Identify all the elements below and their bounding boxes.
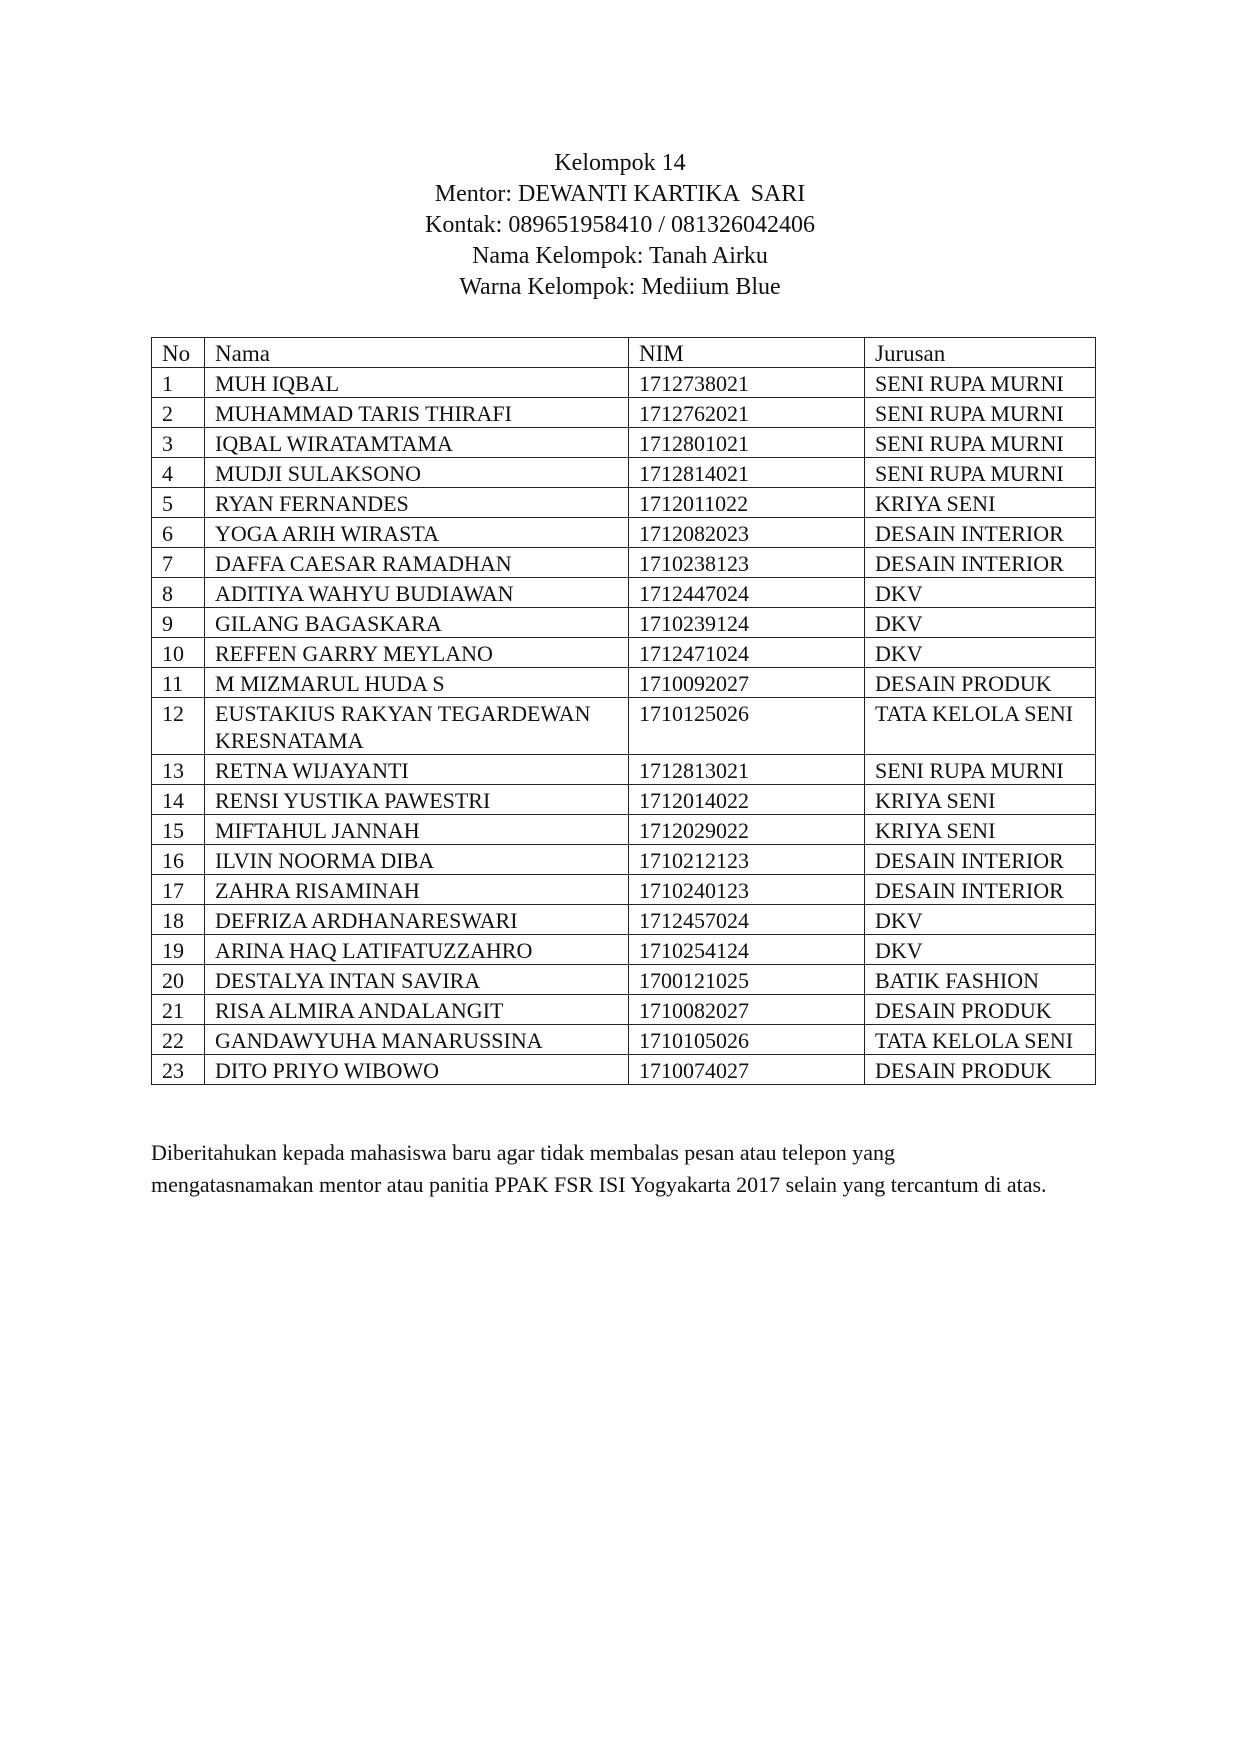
document-header bbox=[0, 148, 1240, 303]
cell-nama: RETNA WIJAYANTI bbox=[205, 755, 629, 785]
cell-nim: 1710239124 bbox=[629, 608, 865, 638]
cell-nama: MUH IQBAL bbox=[205, 368, 629, 398]
mentor-line: Mentor: DEWANTI KARTIKA SARI bbox=[434, 181, 806, 207]
cell-nama: YOGA ARIH WIRASTA bbox=[205, 518, 629, 548]
cell-nama: ARINA HAQ LATIFATUZZAHRO bbox=[205, 935, 629, 965]
cell-no: 13 bbox=[152, 755, 205, 785]
cell-no: 15 bbox=[152, 815, 205, 845]
cell-jurusan: TATA KELOLA SENI bbox=[865, 1025, 1096, 1055]
table-body bbox=[152, 368, 1096, 1085]
cell-nim: 1712814021 bbox=[629, 458, 865, 488]
table-row bbox=[152, 995, 1096, 1025]
table-row bbox=[152, 698, 1096, 755]
cell-nim: 1712014022 bbox=[629, 785, 865, 815]
cell-jurusan: KRIYA SENI bbox=[865, 488, 1096, 518]
cell-nama: RENSI YUSTIKA PAWESTRI bbox=[205, 785, 629, 815]
cell-no: 20 bbox=[152, 965, 205, 995]
cell-jurusan: DKV bbox=[865, 905, 1096, 935]
cell-nim: 1712762021 bbox=[629, 398, 865, 428]
contact-line: Kontak: 089651958410 / 081326042406 bbox=[425, 212, 815, 238]
table-row bbox=[152, 668, 1096, 698]
header-nama: Nama bbox=[205, 338, 629, 368]
cell-jurusan: KRIYA SENI bbox=[865, 785, 1096, 815]
table-row bbox=[152, 608, 1096, 638]
cell-nim: 1700121025 bbox=[629, 965, 865, 995]
cell-nim: 1710240123 bbox=[629, 875, 865, 905]
table-row bbox=[152, 965, 1096, 995]
cell-nama: REFFEN GARRY MEYLANO bbox=[205, 638, 629, 668]
cell-no: 2 bbox=[152, 398, 205, 428]
cell-jurusan: SENI RUPA MURNI bbox=[865, 368, 1096, 398]
table-row bbox=[152, 428, 1096, 458]
cell-jurusan: SENI RUPA MURNI bbox=[865, 458, 1096, 488]
cell-nim: 1710105026 bbox=[629, 1025, 865, 1055]
cell-nama: GILANG BAGASKARA bbox=[205, 608, 629, 638]
table-row bbox=[152, 785, 1096, 815]
cell-jurusan: SENI RUPA MURNI bbox=[865, 398, 1096, 428]
cell-nim: 1710092027 bbox=[629, 668, 865, 698]
cell-nim: 1712738021 bbox=[629, 368, 865, 398]
cell-no: 1 bbox=[152, 368, 205, 398]
cell-no: 19 bbox=[152, 935, 205, 965]
cell-no: 3 bbox=[152, 428, 205, 458]
cell-jurusan: DESAIN INTERIOR bbox=[865, 875, 1096, 905]
cell-jurusan: BATIK FASHION bbox=[865, 965, 1096, 995]
cell-no: 6 bbox=[152, 518, 205, 548]
cell-nim: 1712447024 bbox=[629, 578, 865, 608]
cell-jurusan: DKV bbox=[865, 608, 1096, 638]
cell-nama: GANDAWYUHA MANARUSSINA bbox=[205, 1025, 629, 1055]
cell-jurusan: SENI RUPA MURNI bbox=[865, 428, 1096, 458]
table-row bbox=[152, 1025, 1096, 1055]
cell-jurusan: DESAIN PRODUK bbox=[865, 1055, 1096, 1085]
table-row bbox=[152, 578, 1096, 608]
cell-jurusan: SENI RUPA MURNI bbox=[865, 755, 1096, 785]
cell-no: 23 bbox=[152, 1055, 205, 1085]
cell-nama: ZAHRA RISAMINAH bbox=[205, 875, 629, 905]
table-row bbox=[152, 458, 1096, 488]
cell-nim: 1712471024 bbox=[629, 638, 865, 668]
cell-no: 4 bbox=[152, 458, 205, 488]
group-color-line: Warna Kelompok: Mediium Blue bbox=[459, 274, 781, 300]
cell-no: 16 bbox=[152, 845, 205, 875]
cell-nama: EUSTAKIUS RAKYAN TEGARDEWAN KRESNATAMA bbox=[205, 698, 629, 755]
cell-jurusan: DKV bbox=[865, 578, 1096, 608]
table-row bbox=[152, 398, 1096, 428]
cell-nama: MUDJI SULAKSONO bbox=[205, 458, 629, 488]
cell-nama: MUHAMMAD TARIS THIRAFI bbox=[205, 398, 629, 428]
cell-nim: 1710074027 bbox=[629, 1055, 865, 1085]
table-row bbox=[152, 548, 1096, 578]
table-row bbox=[152, 905, 1096, 935]
cell-jurusan: TATA KELOLA SENI bbox=[865, 698, 1096, 755]
cell-nim: 1710125026 bbox=[629, 698, 865, 755]
header-jurusan: Jurusan bbox=[865, 338, 1096, 368]
cell-no: 8 bbox=[152, 578, 205, 608]
cell-no: 18 bbox=[152, 905, 205, 935]
table-row bbox=[152, 638, 1096, 668]
table-row bbox=[152, 815, 1096, 845]
cell-nama: DAFFA CAESAR RAMADHAN bbox=[205, 548, 629, 578]
cell-nama: DITO PRIYO WIBOWO bbox=[205, 1055, 629, 1085]
cell-nama: M MIZMARUL HUDA S bbox=[205, 668, 629, 698]
cell-no: 12 bbox=[152, 698, 205, 755]
notice-paragraph: Diberitahukan kepada mahasiswa baru agar tidak membalas pesan atau telepon yang mengatasnamakan mentor atau panitia PPAK FSR ISI Yogyakarta 2017 selain yang tercantum di atas. bbox=[151, 1140, 1047, 1197]
cell-nama: DESTALYA INTAN SAVIRA bbox=[205, 965, 629, 995]
cell-no: 11 bbox=[152, 668, 205, 698]
cell-nim: 1710082027 bbox=[629, 995, 865, 1025]
cell-nim: 1710254124 bbox=[629, 935, 865, 965]
cell-nim: 1712801021 bbox=[629, 428, 865, 458]
group-name-line: Nama Kelompok: Tanah Airku bbox=[472, 243, 768, 269]
cell-nim: 1712029022 bbox=[629, 815, 865, 845]
table-row bbox=[152, 875, 1096, 905]
cell-nim: 1712011022 bbox=[629, 488, 865, 518]
table-row bbox=[152, 845, 1096, 875]
cell-jurusan: DESAIN INTERIOR bbox=[865, 845, 1096, 875]
cell-jurusan: DKV bbox=[865, 638, 1096, 668]
cell-nama: IQBAL WIRATAMTAMA bbox=[205, 428, 629, 458]
group-number: Kelompok 14 bbox=[554, 150, 686, 176]
cell-nama: MIFTAHUL JANNAH bbox=[205, 815, 629, 845]
cell-nim: 1710238123 bbox=[629, 548, 865, 578]
cell-no: 9 bbox=[152, 608, 205, 638]
cell-jurusan: DESAIN INTERIOR bbox=[865, 548, 1096, 578]
header-nim: NIM bbox=[629, 338, 865, 368]
cell-no: 10 bbox=[152, 638, 205, 668]
cell-jurusan: DESAIN INTERIOR bbox=[865, 518, 1096, 548]
table-row bbox=[152, 1055, 1096, 1085]
cell-no: 21 bbox=[152, 995, 205, 1025]
cell-no: 17 bbox=[152, 875, 205, 905]
table-row bbox=[152, 935, 1096, 965]
cell-jurusan: DKV bbox=[865, 935, 1096, 965]
table-row bbox=[152, 488, 1096, 518]
cell-nama: ILVIN NOORMA DIBA bbox=[205, 845, 629, 875]
member-table bbox=[151, 337, 1096, 1085]
cell-no: 14 bbox=[152, 785, 205, 815]
table-row bbox=[152, 518, 1096, 548]
table-header-row bbox=[152, 338, 1096, 368]
cell-nim: 1712082023 bbox=[629, 518, 865, 548]
cell-nama: DEFRIZA ARDHANARESWARI bbox=[205, 905, 629, 935]
table-row bbox=[152, 755, 1096, 785]
cell-nim: 1710212123 bbox=[629, 845, 865, 875]
cell-nama: RISA ALMIRA ANDALANGIT bbox=[205, 995, 629, 1025]
cell-no: 7 bbox=[152, 548, 205, 578]
cell-jurusan: DESAIN PRODUK bbox=[865, 668, 1096, 698]
cell-nama: ADITIYA WAHYU BUDIAWAN bbox=[205, 578, 629, 608]
cell-nim: 1712457024 bbox=[629, 905, 865, 935]
table-row bbox=[152, 368, 1096, 398]
cell-jurusan: DESAIN PRODUK bbox=[865, 995, 1096, 1025]
header-no: No bbox=[152, 338, 205, 368]
cell-no: 22 bbox=[152, 1025, 205, 1055]
cell-nim: 1712813021 bbox=[629, 755, 865, 785]
cell-nama: RYAN FERNANDES bbox=[205, 488, 629, 518]
cell-jurusan: KRIYA SENI bbox=[865, 815, 1096, 845]
cell-no: 5 bbox=[152, 488, 205, 518]
